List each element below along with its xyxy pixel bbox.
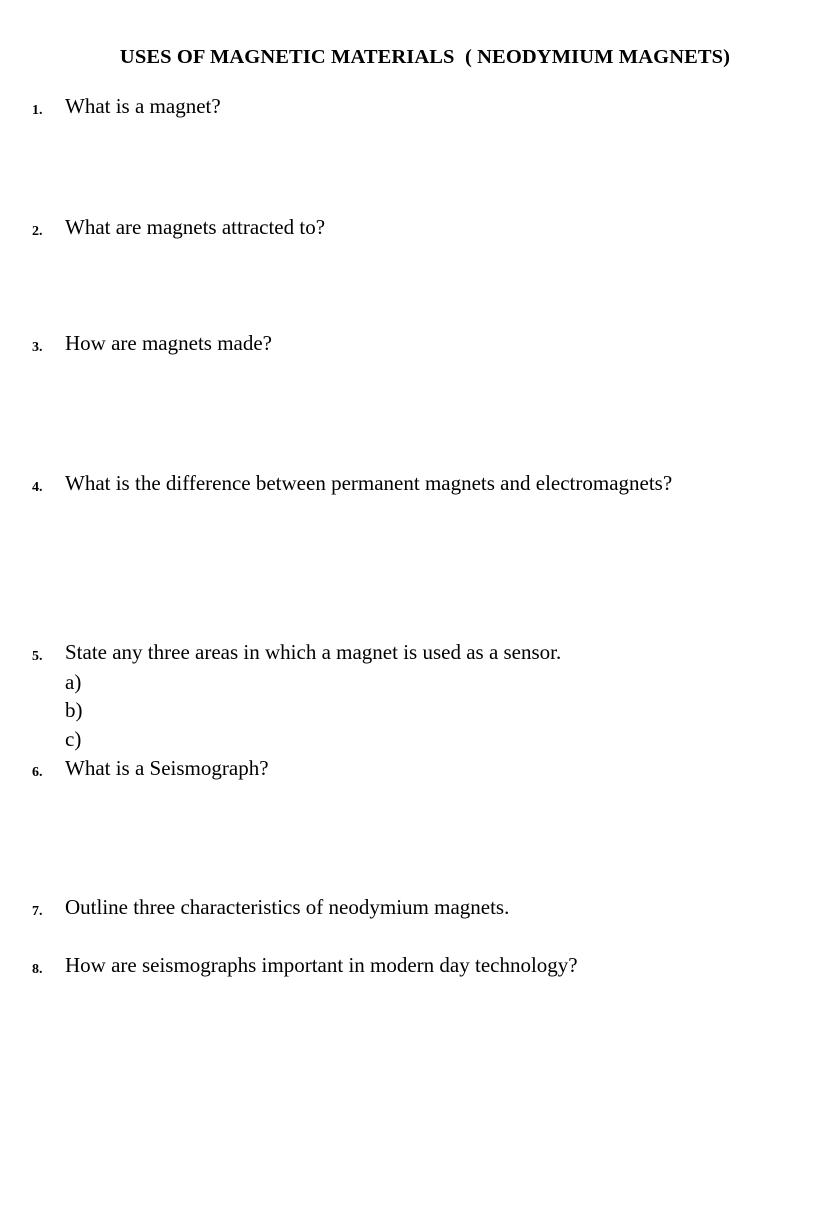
question-8 xyxy=(0,953,816,983)
sub-item-c: c) xyxy=(65,727,82,751)
question-3 xyxy=(0,331,816,361)
question-1 xyxy=(0,94,816,124)
sub-item-b: b) xyxy=(65,698,83,722)
question-5 xyxy=(0,640,816,670)
sub-item-a: a) xyxy=(65,670,82,694)
question-text: Outline three characteristics of neodymium magnets. xyxy=(65,895,510,919)
question-number: 4. xyxy=(32,480,43,495)
question-4 xyxy=(0,471,816,501)
question-number: 6. xyxy=(32,765,43,780)
question-text: How are magnets made? xyxy=(65,331,272,355)
question-number: 1. xyxy=(32,103,43,118)
document-title: USES OF MAGNETIC MATERIALS ( NEODYMIUM MAGNETS) xyxy=(119,46,731,68)
question-text: What is a Seismograph? xyxy=(65,756,269,780)
question-text: How are seismographs important in modern day technology? xyxy=(65,953,578,977)
question-number: 8. xyxy=(32,962,43,977)
question-text: What is a magnet? xyxy=(65,94,221,118)
question-number: 7. xyxy=(32,904,43,919)
question-7 xyxy=(0,895,816,925)
question-text: What are magnets attracted to? xyxy=(65,215,326,239)
question-text: What is the difference between permanent magnets and electromagnets? xyxy=(65,471,673,495)
question-text: State any three areas in which a magnet is used as a sensor. xyxy=(65,640,562,664)
question-number: 3. xyxy=(32,340,43,355)
question-2 xyxy=(0,215,816,245)
question-6 xyxy=(0,756,816,786)
question-number: 2. xyxy=(32,224,43,239)
question-number: 5. xyxy=(32,649,43,664)
